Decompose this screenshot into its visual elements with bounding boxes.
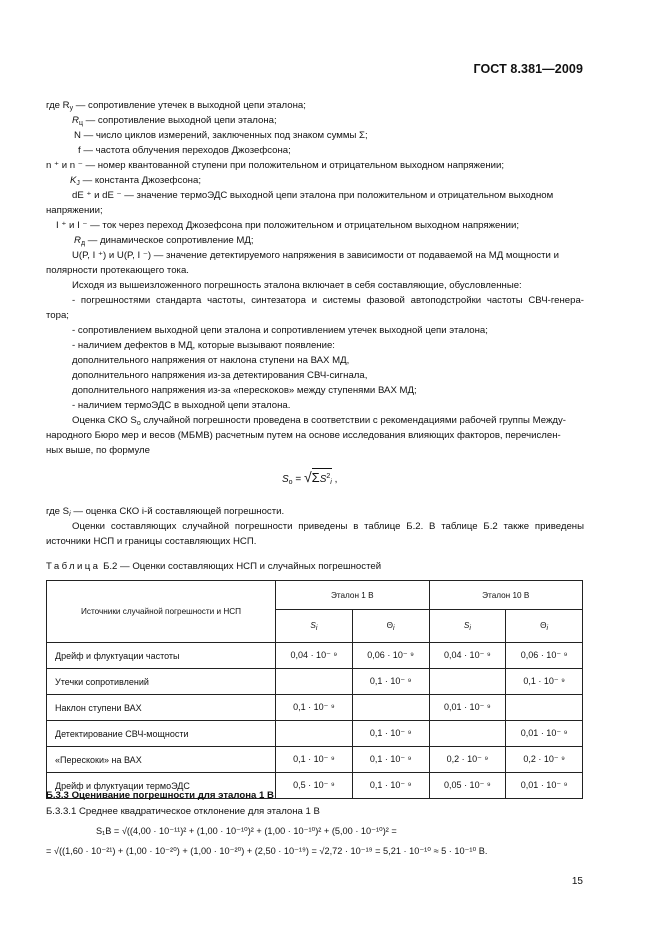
text-fragment: случайной погрешности проведена в соответствии с рекомендациями рабочей группы Между- [143, 415, 566, 426]
s-symbol: S [310, 620, 316, 630]
paragraph-line: народного Бюро мер и весов (МБМВ) расчетным путем на основе исследования влияющих факторов, перечислен- [46, 430, 561, 441]
def-line: U(P, I ⁺) и U(P, I ⁻) — значение детектируемого напряжения в зависимости от подаваемой на МД мощности и [72, 250, 559, 261]
paragraph-line: - погрешностями стандарта частоты, синтезатора и системы фазовой автоподстройки частоты СВЧ-генера- [72, 295, 584, 306]
cell: 0,01 · 10⁻ ⁹ [506, 721, 583, 747]
table-row [47, 695, 583, 721]
def-line: I ⁺ и I ⁻ — ток через переход Джозефсона при положительном и отрицательном выходном напряжении; [56, 220, 520, 231]
def-line: dE ⁺ и dE ⁻ — значение термоЭДС выходной цепи эталона при положительном и отрицательном выходном [72, 190, 554, 201]
def-line: $K_J$ — константа Джозефсона; [70, 175, 201, 187]
formula-sub: o [288, 479, 293, 486]
cell: 0,1 · 10⁻ ⁹ [276, 695, 353, 721]
paragraph-line: Оценки составляющих случайной погрешности приведены в таблице Б.2. В таблице Б.2 также приведены [72, 521, 584, 532]
cell: 0,1 · 10⁻ ⁹ [352, 773, 429, 799]
header-s: Si [429, 610, 506, 643]
table-row [47, 669, 583, 695]
theta-symbol: Θ [386, 620, 394, 630]
formula-s1v-line2: = √((1,60 · 10⁻²¹) + (1,00 · 10⁻²⁰) + (1,00 · 10⁻²⁰) + (2,50 · 10⁻¹⁹) = √2,72 · 10⁻¹⁹ = 5,21 · 10⁻¹⁰ ≈ 5 · 10⁻¹⁰ В. [46, 846, 488, 856]
header-theta: Θi [506, 610, 583, 643]
text-fragment: Оценка СКО S [72, 415, 137, 426]
header-theta: Θi [352, 610, 429, 643]
table-header-row [47, 581, 583, 610]
cell [352, 695, 429, 721]
cell [429, 669, 506, 695]
def-line: f — частота облучения переходов Джозефсона; [78, 145, 291, 156]
def-text: — динамическое сопротивление МД; [87, 235, 254, 246]
paragraph-line: где $S_i$ — оценка СКО i-й составляющей погрешности. [46, 506, 285, 518]
data-table [46, 580, 583, 799]
def-line: полярности протекающего тока. [46, 265, 189, 276]
cell: 0,2 · 10⁻ ⁹ [429, 747, 506, 773]
def-text: — константа Джозефсона; [82, 175, 201, 186]
cell: 0,04 · 10⁻ ⁹ [429, 643, 506, 669]
cell: 0,1 · 10⁻ ⁹ [352, 747, 429, 773]
paragraph-line: дополнительного напряжения из-за «перескоков» между ступенями ВАХ МД; [72, 385, 417, 396]
formula-sum: Σ [311, 470, 320, 485]
header-group-10v: Эталон 10 В [429, 581, 583, 610]
header-group-1v: Эталон 1 В [276, 581, 430, 610]
section-heading: Б.3.3 Оценивание погрешности для эталона 1 В [46, 790, 274, 801]
cell: 0,06 · 10⁻ ⁹ [352, 643, 429, 669]
def-line: N — число циклов измерений, заключенных под знаком суммы Σ; [74, 130, 368, 141]
def-text: — сопротивление выходной цепи эталона; [85, 115, 277, 126]
cell: 0,01 · 10⁻ ⁹ [506, 773, 583, 799]
cell: 0,06 · 10⁻ ⁹ [506, 643, 583, 669]
paragraph-line: ных выше, по формуле [46, 445, 150, 456]
paragraph-line: источники НСП и границы составляющих НСП. [46, 536, 257, 547]
subsection-heading: Б.3.3.1 Среднее квадратическое отклонение для эталона 1 В [46, 806, 320, 817]
row-source: Наклон ступени ВАХ [47, 695, 276, 721]
cell: 0,1 · 10⁻ ⁹ [506, 669, 583, 695]
paragraph-line: - наличием дефектов в МД, которые вызывают появление: [72, 340, 335, 351]
table-row [47, 643, 583, 669]
page-number: 15 [571, 876, 583, 887]
row-source: Утечки сопротивлений [47, 669, 276, 695]
table-row [47, 747, 583, 773]
cell [429, 721, 506, 747]
formula-var: S [319, 474, 327, 485]
cell: 0,1 · 10⁻ ⁹ [352, 721, 429, 747]
def-line: n ⁺ и n ⁻ — номер квантованной ступени при положительном и отрицательном выходном напряжении; [46, 160, 504, 171]
def-text: — сопротивление утечек в выходной цепи эталона; [75, 100, 306, 111]
cell [276, 721, 353, 747]
cell: 0,2 · 10⁻ ⁹ [506, 747, 583, 773]
def-line: $R_ц$ — сопротивление выходной цепи эталона; [72, 115, 277, 127]
cell: 0,04 · 10⁻ ⁹ [276, 643, 353, 669]
row-source: «Перескоки» на ВАХ [47, 747, 276, 773]
paragraph-line: - наличием термоЭДС в выходной цепи эталона. [72, 400, 291, 411]
def-line: напряжении; [46, 205, 103, 216]
cell: 0,01 · 10⁻ ⁹ [429, 695, 506, 721]
cell: 0,05 · 10⁻ ⁹ [429, 773, 506, 799]
row-source: Детектирование СВЧ-мощности [47, 721, 276, 747]
cell [506, 695, 583, 721]
document-id: ГОСТ 8.381—2009 [473, 62, 583, 76]
paragraph-line: дополнительного напряжения от наклона ступени на ВАХ МД, [72, 355, 350, 366]
cell: 0,1 · 10⁻ ⁹ [276, 747, 353, 773]
formula-tail: , [334, 474, 338, 485]
cell: 0,1 · 10⁻ ⁹ [352, 669, 429, 695]
header-s: Si [276, 610, 353, 643]
text-fragment: где S [46, 506, 70, 517]
table-row [47, 721, 583, 747]
s-symbol: S [463, 620, 470, 630]
header-source: Источники случайной погрешности и НСП [47, 581, 276, 643]
paragraph-line: дополнительного напряжения из-за детектирования СВЧ-сигнала, [72, 370, 368, 381]
cell [276, 669, 353, 695]
caption-prefix: Таблица [46, 561, 101, 572]
formula-s1v-line1: S₁В = √((4,00 · 10⁻¹¹)² + (1,00 · 10⁻¹⁰)² + (1,00 · 10⁻¹⁰)² + (5,00 · 10⁻¹⁰)² = [96, 826, 397, 836]
table-caption [46, 561, 381, 572]
paragraph-line: Исходя из вышеизложенного погрешность эталона включает в себя составляющие, обусловленные: [72, 280, 522, 291]
formula-sup: 2 [326, 473, 331, 480]
row-source: Дрейф и флуктуации термоЭДС [47, 773, 276, 799]
paragraph-line: тора; [46, 310, 69, 321]
text-fragment: — оценка СКО i-й составляющей погрешности. [73, 506, 285, 517]
paragraph-line: Оценка СКО $S_о$ случайной погрешности проведена в соответствии с рекомендациями рабочей группы Между- [72, 415, 566, 427]
formula-eq: = [295, 474, 302, 485]
formula-so: $S_o = √\Sigma S^2_i$ , [282, 469, 338, 486]
caption-text: Б.2 — Оценки составляющих НСП и случайных погрешностей [103, 561, 382, 572]
formula-lhs: S [282, 474, 289, 485]
def-where: где R [46, 100, 70, 111]
row-source: Дрейф и флуктуации частоты [47, 643, 276, 669]
def-line: $R_д$ — динамическое сопротивление МД; [74, 235, 254, 247]
theta-symbol: Θ [540, 620, 547, 630]
cell: 0,5 · 10⁻ ⁹ [276, 773, 353, 799]
formula-idx: i [330, 479, 332, 486]
def-line: где $R_у$ — сопротивление утечек в выходной цепи эталона; [46, 100, 306, 112]
paragraph-line: - сопротивлением выходной цепи эталона и сопротивлением утечек выходной цепи эталона; [72, 325, 488, 336]
